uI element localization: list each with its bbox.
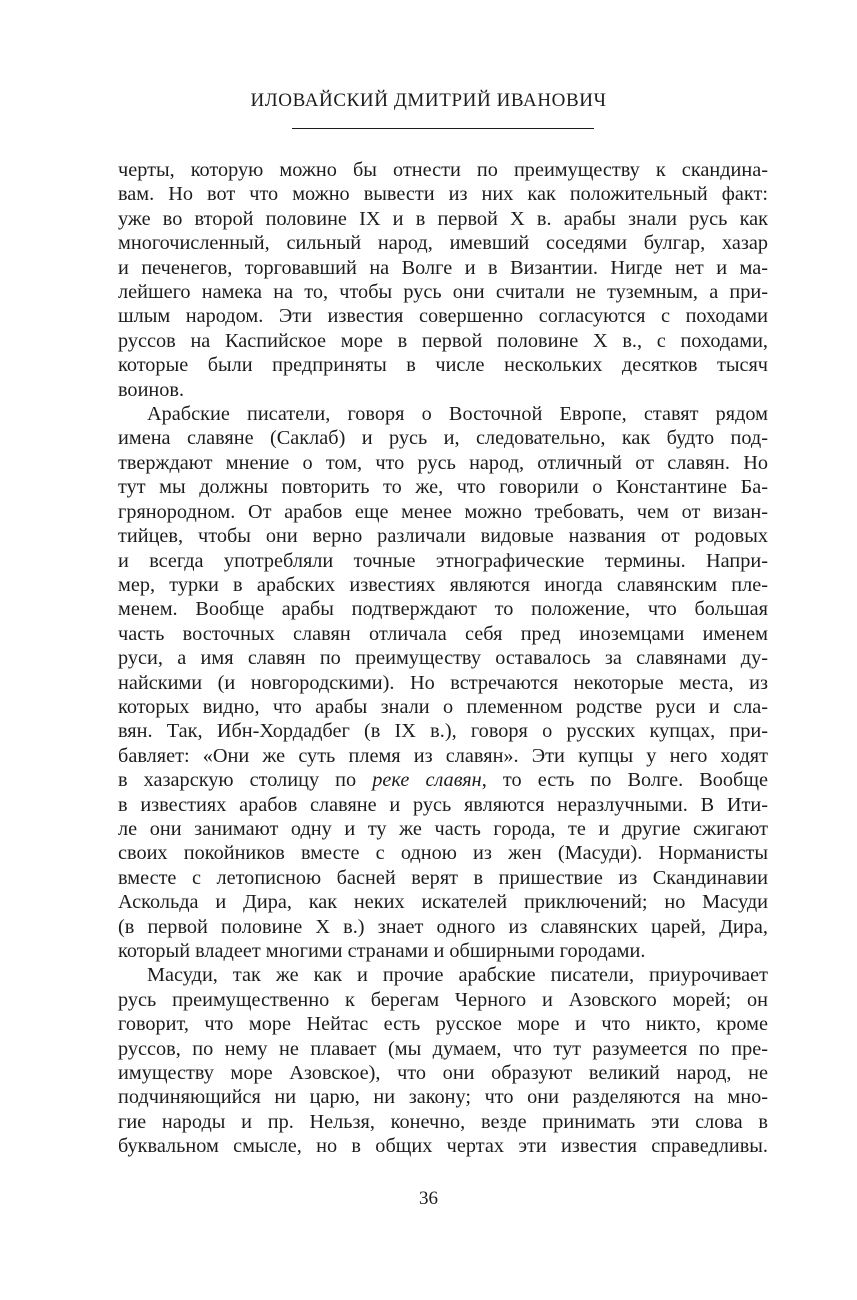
text-line: мер, турки в арабских известиях являются иногда славянским пле- [118,573,768,596]
text-line: тверждают мнение о том, что русь народ, отличный от славян. Но [118,451,768,474]
text-line: грянородном. От арабов еще менее можно требовать, чем от визан- [118,500,768,523]
text-line: Масуди, так же как и прочие арабские писатели, приурочивает [147,964,768,987]
text-line: в известиях арабов славяне и русь являются неразлучными. В Ити- [118,793,768,816]
text-line: черты, которую можно бы отнести по преимуществу к скандина- [118,159,768,181]
text-line: уже во второй половине IX и в первой X в. арабы знали русь как [118,207,768,230]
text-line: Арабские писатели, говоря о Восточной Европе, ставят рядом [147,403,768,426]
page-number: 36 [419,1188,438,1209]
text-line: лейшего намека на то, чтобы русь они считали не туземным, а при- [118,281,768,304]
text-line: в хазарскую столицу по реке славян, то есть по Волге. Вообще [118,769,768,792]
text-line: которых видно, что арабы знали о племенном родстве руси и сла- [118,695,768,718]
running-head: ИЛОВАЙСКИЙ ДМИТРИЙ ИВАНОВИЧ [250,90,607,111]
text-line: бавляет: «Они же суть племя из славян». Эти купцы у него ходят [118,744,768,767]
text-line: руссов на Каспийское море в первой половине X в., с походами, [118,329,768,352]
body-text [118,158,768,1159]
text-line: который владеет многими странами и обширными городами. [118,940,646,962]
text-line: часть восточных славян отличала себя пред иноземцами именем [118,622,768,645]
text-line: говорит, что море Нейтас есть русское море и что никто, кроме [118,1013,768,1036]
text-line: и печенегов, торговавший на Волге и в Византии. Нигде нет и ма- [118,256,768,279]
text-line: гие народы и пр. Нельзя, конечно, везде принимать эти слова в [118,1110,768,1133]
text-line: ле они занимают одну и ту же часть города, те и другие сжигают [118,817,768,840]
text-line: руссов, по нему не плавает (мы думаем, что тут разумеется по пре- [118,1037,768,1060]
text-line: и всегда употребляли точные этнографические термины. Напри- [118,549,768,572]
text-line: своих покойников вместе с одною из жен (Масуди). Норманисты [118,842,768,865]
text-line: руси, а имя славян по преимуществу оставалось за славянами ду- [118,647,768,670]
text-line: найскими (и новгородскими). Но встречаются некоторые места, из [118,671,768,694]
text-line: воинов. [118,378,185,401]
text-line: подчиняющийся ни царю, ни закону; что они разделяются на мно- [118,1086,768,1109]
text-line: тут мы должны повторить то же, что говорили о Константине Ба- [118,476,768,499]
text-line: менем. Вообще арабы подтверждают то положение, что большая [118,598,768,621]
text-line: многочисленный, сильный народ, имевший соседями булгар, хазар [118,232,768,255]
paragraph-1 [118,158,768,402]
italic-phrase: реке славян [372,769,482,792]
text-line: вместе с летописною басней верят в пришествие из Скандинавии [118,866,768,889]
text-line: Аскольда и Дира, как неких искателей приключений; но Масуди [118,891,768,914]
text-line: тийцев, чтобы они верно различали видовые названия от родовых [118,525,768,548]
running-head-rule [292,128,594,129]
text-line: которые были предприняты в числе нескольких десятков тысяч [118,354,768,377]
text-line: шлым народом. Эти известия совершенно согласуются с походами [118,305,768,328]
paragraph-3 [118,963,768,1158]
paragraph-2 [118,402,768,963]
text-line: (в первой половине X в.) знает одного из славянских царей, Дира, [118,915,768,938]
text-line: русь преимущественно к берегам Черного и Азовского морей; он [118,988,768,1011]
text-line: вам. Но вот что можно вывести из них как положительный факт: [118,183,768,206]
text-line: имуществу море Азовское), что они образуют великий народ, не [118,1062,768,1085]
text-line: имена славяне (Саклаб) и русь и, следовательно, как будто под- [118,427,768,450]
text-line: буквальном смысле, но в общих чертах эти известия справедливы. [118,1135,768,1158]
text-line: вян. Так, Ибн-Хордадбег (в IX в.), говоря о русских купцах, при- [118,720,768,743]
